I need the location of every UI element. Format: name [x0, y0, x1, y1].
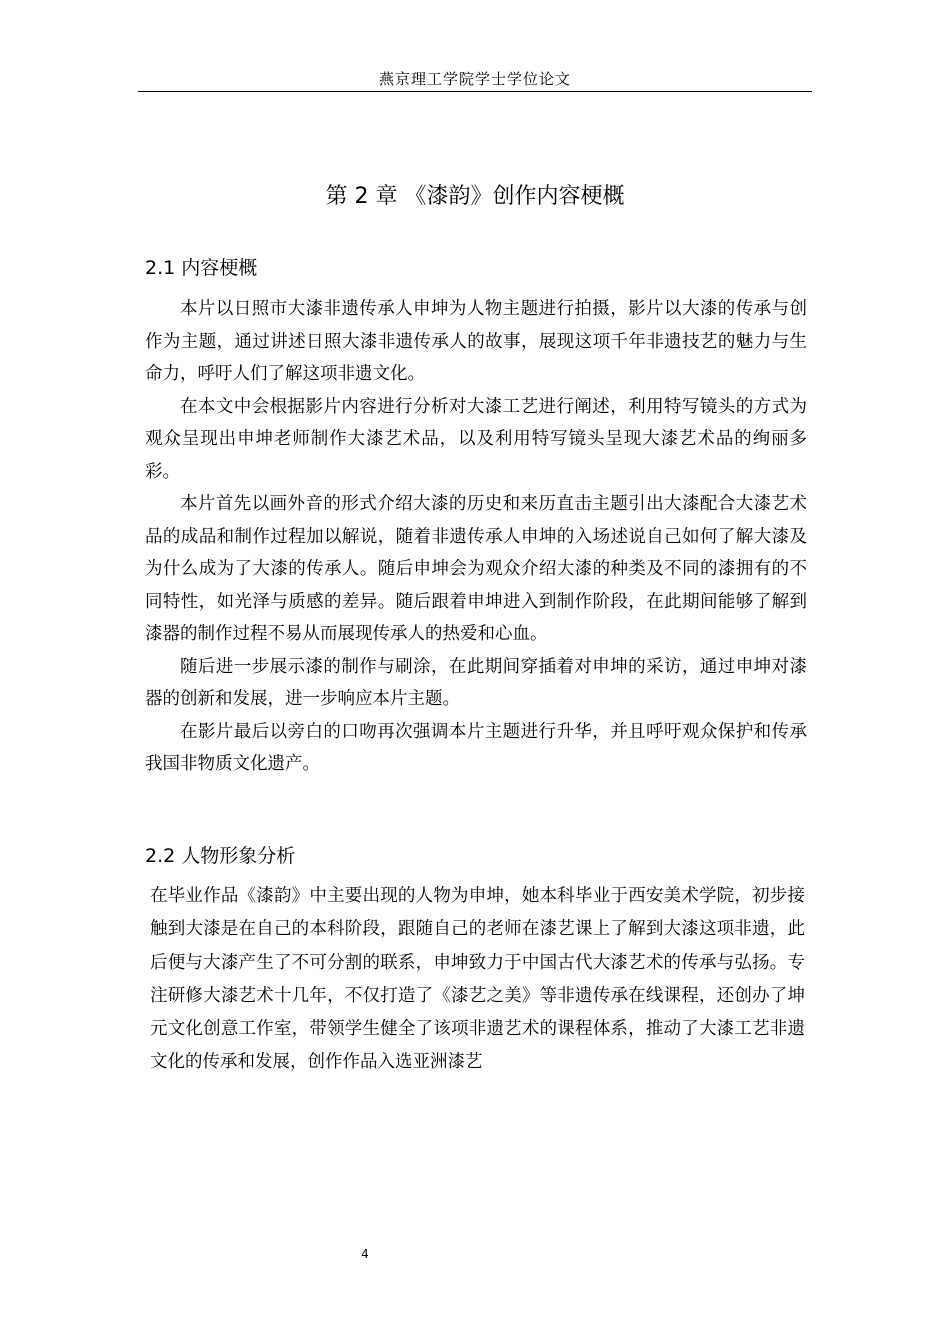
- paragraph: 在影片最后以旁白的口吻再次强调本片主题进行升华，并且呼吁观众保护和传承我国非物质文化遗产。: [145, 721, 807, 774]
- paragraph: 在本文中会根据影片内容进行分析对大漆工艺进行阐述，利用特写镜头的方式为观众呈现出申坤老师制作大漆艺术品，以及利用特写镜头呈现大漆艺术品的绚丽多彩。: [145, 396, 807, 482]
- chapter-title: 第 2 章 《漆韵》创作内容梗概: [325, 184, 625, 209]
- paragraph: 随后进一步展示漆的制作与刷涂，在此期间穿插着对申坤的采访，通过申坤对漆器的创新和发展，进一步响应本片主题。: [145, 656, 807, 709]
- section-heading-2-1: 2.1 内容梗概: [145, 257, 258, 279]
- page-number: 4: [361, 1247, 369, 1261]
- paragraph: 本片以日照市大漆非遗传承人申坤为人物主题进行拍摄，影片以大漆的传承与创作为主题，通过讲述日照大漆非遗传承人的故事，展现这项千年非遗技艺的魅力与生命力，呼吁人们了解这项非遗文化。: [145, 299, 807, 384]
- paragraph: 本片首先以画外音的形式介绍大漆的历史和来历直击主题引出大漆配合大漆艺术品的成品和制作过程加以解说，随着非遗传承人申坤的入场述说自己如何了解大漆及为什么成为了大漆的传承人。随后申坤会为观众介绍大漆的种类及不同的漆拥有的不同特性，如光泽与质感的差异。随后跟着申坤进入到制作阶段，在此期间能够了解到漆器的制作过程不易从而展现传承人的热爱和心血。: [145, 494, 807, 644]
- section-body-2-1: [145, 293, 807, 781]
- paragraph: 在毕业作品《漆韵》中主要出现的人物为申坤，她本科毕业于西安美术学院，初步接触到大漆是在自己的本科阶段，跟随自己的老师在漆艺课上了解到大漆这项非遗，此后便与大漆产生了不可分割的联系，申坤致力于中国古代大漆艺术的传承与弘扬。专注研修大漆艺术十几年，不仅打造了《漆艺之美》等非遗传承在线课程，还创办了坤元文化创意工作室，带领学生健全了该项非遗艺术的课程体系，推动了大漆工艺非遗文化的传承和发展，创作作品入选亚洲漆艺: [150, 886, 805, 1073]
- running-header: 燕京理工学院学士学位论文: [138, 70, 812, 92]
- section-heading-2-2: 2.2 人物形象分析: [145, 845, 296, 867]
- section-body-2-2: [150, 880, 805, 1080]
